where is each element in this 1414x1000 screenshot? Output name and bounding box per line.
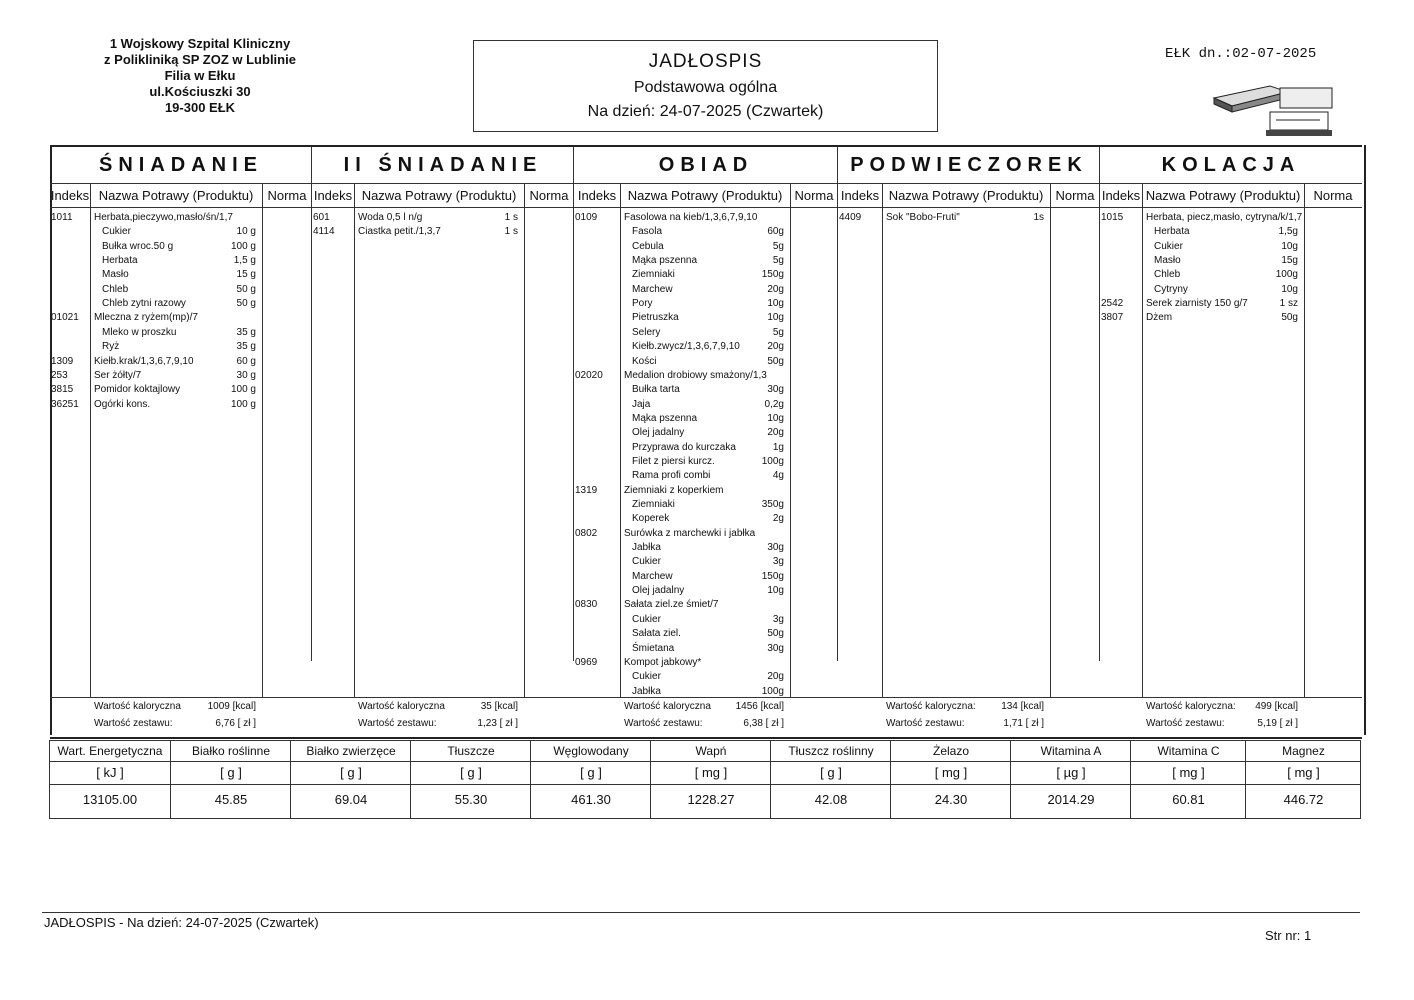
row-name: Marchew — [632, 570, 673, 582]
nutrient-column — [170, 741, 291, 818]
row-norm: 150g — [761, 570, 784, 582]
hospital-line: ul.Kościuszki 30 — [149, 84, 251, 99]
cost-label: Wartość zestawu: — [94, 718, 173, 729]
cost-value: 1,23 [ zł ] — [477, 718, 518, 729]
row-name: Herbata,pieczywo,masło/śn/1,7 — [94, 212, 233, 223]
nutrient-value: 45.85 — [214, 792, 248, 807]
nutrient-unit: [ mg ] — [1131, 762, 1246, 785]
row-name: Cytryny — [1154, 283, 1188, 295]
cost-value: 1,71 [ zł ] — [1003, 718, 1044, 729]
nutrient-label: Wapń — [651, 741, 771, 762]
nutrient-label: Witamina A — [1011, 741, 1131, 762]
nutrient-column — [650, 741, 771, 818]
row-name: Filet z piersi kurcz. — [632, 455, 715, 467]
col-norm-header: Norma — [1304, 185, 1362, 208]
row-index: 01021 — [51, 312, 79, 324]
nutrient-column — [290, 741, 411, 818]
kcal-label: Wartość kaloryczna — [358, 701, 445, 712]
nutrient-unit: [ mg ] — [891, 762, 1011, 785]
row-norm: 60 g — [236, 355, 256, 367]
menu-date: Na dzień: 24-07-2025 (Czwartek) — [587, 103, 824, 120]
row-norm: 5g — [772, 240, 784, 252]
row-norm: 100g — [761, 685, 784, 697]
row-name: Sałata ziel.ze śmiet/7 — [624, 599, 719, 611]
row-name: Ogórki kons. — [94, 398, 151, 410]
kcal-value: 35 [kcal] — [480, 701, 518, 712]
nutrient-label: Białko zwierzęce — [291, 741, 411, 762]
row-name: Kompot jabkowy* — [624, 656, 702, 668]
computer-book-icon — [1210, 78, 1350, 138]
row-index: 0109 — [575, 212, 598, 223]
row-norm: 100 g — [230, 384, 256, 396]
row-index: 02020 — [575, 369, 603, 381]
row-name: Olej jadalny — [632, 585, 685, 597]
row-norm: 10g — [767, 585, 784, 597]
row-name: Serek ziarnisty 150 g/7 — [1146, 298, 1248, 310]
row-name: Fasola — [632, 226, 663, 238]
nutrient-value: 13105.00 — [82, 792, 138, 807]
nutrient-column — [1010, 741, 1131, 818]
row-norm: 5g — [772, 255, 784, 267]
row-index: 1015 — [1101, 212, 1124, 223]
row-norm: 10g — [1281, 240, 1298, 252]
nutrient-column — [410, 741, 531, 818]
nutrient-column — [890, 741, 1011, 818]
row-norm: 1 sz — [1279, 298, 1298, 310]
row-name: Bułka wroc.50 g — [102, 240, 174, 252]
row-name: Rama profi combi — [632, 470, 711, 482]
row-name: Masło — [1154, 255, 1181, 267]
nutrient-column — [770, 741, 891, 818]
nutrient-unit: [ mg ] — [1246, 762, 1361, 785]
nutrient-label: Witamina C — [1131, 741, 1246, 762]
row-name: Pietruszka — [632, 312, 679, 324]
row-norm: 100g — [761, 455, 784, 467]
kcal-label: Wartość kaloryczna — [624, 701, 711, 712]
row-norm: 1s — [1033, 212, 1044, 223]
row-name: Ser żółty/7 — [94, 369, 142, 381]
col-norm-header: Norma — [790, 185, 838, 208]
row-norm: 30g — [767, 384, 784, 396]
row-norm: 3g — [772, 613, 784, 625]
row-norm: 1 s — [504, 226, 518, 238]
diet-type: Podstawowa ogólna — [633, 79, 778, 96]
cost-value: 6,76 [ zł ] — [215, 718, 256, 729]
row-name: Śmietana — [632, 642, 675, 654]
row-name: Herbata — [102, 255, 138, 267]
meal-title: ŚNIADANIE — [98, 154, 263, 176]
row-norm: 10g — [1281, 283, 1298, 295]
row-index: 0802 — [575, 527, 598, 539]
row-name: Mleczna z ryżem(mp)/7 — [94, 312, 198, 324]
row-name: Ziemniaki — [632, 269, 675, 281]
row-index: 1011 — [51, 212, 73, 223]
nutrient-label: Tłuszcz roślinny — [771, 741, 891, 762]
row-norm: 1 s — [504, 212, 518, 223]
hospital-line: 1 Wojskowy Szpital Kliniczny — [109, 36, 291, 51]
row-norm: 150g — [761, 269, 784, 281]
meal-section — [574, 145, 838, 739]
col-norm-header: Norma — [524, 185, 574, 208]
hospital-address — [40, 36, 360, 116]
row-name: Chleb — [1154, 269, 1181, 281]
row-norm: 20g — [767, 427, 784, 439]
nutrient-label: Magnez — [1246, 741, 1361, 762]
row-norm: 100g — [1275, 269, 1298, 281]
nutrition-table — [49, 740, 1361, 819]
kcal-value: 1456 [kcal] — [735, 701, 784, 712]
row-norm: 2g — [772, 513, 784, 525]
kcal-label: Wartość kaloryczna: — [1146, 701, 1236, 712]
title-box — [473, 40, 938, 132]
col-index-header: Indeks — [312, 185, 354, 208]
row-index: 36251 — [51, 398, 79, 410]
nutrient-column — [1130, 741, 1246, 818]
row-name: Jaja — [632, 398, 651, 410]
issue-date: EŁK dn.:02-07-2025 — [1165, 46, 1317, 62]
row-name: Cebula — [632, 240, 664, 252]
row-norm: 50 g — [236, 298, 256, 310]
row-name: Selery — [632, 326, 661, 338]
row-name: Przyprawa do kurczaka — [632, 441, 736, 453]
row-name: Bułka tarta — [632, 384, 680, 396]
col-name-header: Nazwa Potrawy (Produktu) — [620, 185, 790, 208]
row-norm: 5g — [772, 326, 784, 338]
row-index: 4114 — [313, 226, 335, 238]
cost-value: 6,38 [ zł ] — [743, 718, 784, 729]
row-norm: 50g — [767, 628, 784, 640]
row-norm: 15g — [1281, 255, 1298, 267]
row-name: Jabłka — [632, 685, 661, 697]
nutrient-value: 2014.29 — [1047, 792, 1095, 807]
kcal-label: Wartość kaloryczna: — [886, 701, 976, 712]
meal-section — [50, 145, 312, 739]
hospital-line: Filia w Ełku — [164, 68, 236, 83]
nutrient-unit: [ g ] — [171, 762, 291, 785]
nutrient-value: 1228.27 — [687, 792, 735, 807]
row-name: Herbata — [1154, 226, 1190, 238]
nutrient-unit: [ g ] — [411, 762, 531, 785]
row-norm: 10g — [767, 412, 784, 424]
row-norm: 100 g — [230, 398, 256, 410]
row-norm: 20g — [767, 283, 784, 295]
nutrient-column — [1245, 741, 1361, 818]
row-index: 2542 — [1101, 298, 1124, 310]
kcal-value: 1009 [kcal] — [207, 701, 256, 712]
meal-title: II ŚNIADANIE — [343, 154, 543, 176]
nutrient-unit: [ kJ ] — [50, 762, 170, 785]
row-norm: 50g — [1281, 312, 1298, 324]
row-name: Fasolowa na kieb/1,3,6,7,9,10 — [624, 212, 758, 223]
row-norm: 10 g — [236, 226, 256, 238]
row-name: Kiełb.krak/1,3,6,7,9,10 — [94, 355, 194, 367]
nutrient-unit: [ mg ] — [651, 762, 771, 785]
meal-title: OBIAD — [658, 154, 754, 176]
cost-value: 5,19 [ zł ] — [1257, 718, 1298, 729]
row-norm: 100 g — [230, 240, 256, 252]
nutrient-column — [530, 741, 651, 818]
nutrient-label: Białko roślinne — [171, 741, 291, 762]
meal-section — [1100, 145, 1362, 739]
row-norm: 0,2g — [764, 398, 784, 410]
row-index: 3807 — [1101, 312, 1124, 324]
nutrient-column — [50, 741, 170, 818]
nutrient-label: Węglowodany — [531, 741, 651, 762]
col-index-header: Indeks — [1100, 185, 1142, 208]
row-name: Jabłka — [632, 542, 661, 554]
row-name: Masło — [102, 269, 129, 281]
page-title: JADŁOSPIS — [648, 51, 763, 72]
hospital-line: 19-300 EŁK — [164, 100, 236, 115]
kcal-value: 499 [kcal] — [1255, 701, 1298, 712]
row-index: 4409 — [839, 212, 862, 223]
col-index-header: Indeks — [574, 185, 620, 208]
row-norm: 4g — [772, 470, 784, 482]
row-norm: 1g — [772, 441, 784, 453]
row-index: 3815 — [51, 384, 74, 396]
row-name: Kości — [632, 355, 657, 367]
row-name: Pomidor koktajlowy — [94, 384, 181, 396]
row-name: Mleko w proszku — [102, 326, 177, 338]
row-name: Cukier — [102, 226, 131, 238]
col-name-header: Nazwa Potrawy (Produktu) — [354, 185, 524, 208]
row-name: Ryż — [102, 341, 120, 353]
cost-label: Wartość zestawu: — [358, 718, 437, 729]
row-index: 1309 — [51, 355, 74, 367]
row-name: Marchew — [632, 283, 673, 295]
footer-text: JADŁOSPIS - Na dzień: 24-07-2025 (Czwartek) — [44, 915, 319, 930]
row-norm: 30 g — [236, 369, 256, 381]
footer-divider — [42, 912, 1360, 913]
row-norm: 35 g — [236, 341, 256, 353]
row-name: Pory — [632, 298, 653, 310]
nutrient-value: 446.72 — [1283, 792, 1324, 807]
row-name: Cukier — [632, 613, 661, 625]
row-name: Kiełb.zwycz/1,3,6,7,9,10 — [632, 341, 740, 353]
row-norm: 15 g — [236, 269, 256, 281]
row-name: Chleb zytni razowy — [102, 298, 186, 310]
row-norm: 1,5g — [1278, 226, 1298, 238]
row-norm: 20g — [767, 671, 784, 683]
nutrient-label: Tłuszcze — [411, 741, 531, 762]
row-norm: 30g — [767, 642, 784, 654]
nutrient-value: 60.81 — [1172, 792, 1205, 807]
col-index-header: Indeks — [838, 185, 882, 208]
row-name: Cukier — [632, 671, 661, 683]
col-name-header: Nazwa Potrawy (Produktu) — [1142, 185, 1304, 208]
nutrient-value: 461.30 — [571, 792, 611, 807]
row-name: Woda 0,5 l n/g — [358, 212, 423, 223]
row-norm: 10g — [767, 298, 784, 310]
nutrient-value: 24.30 — [934, 792, 968, 807]
row-norm: 30g — [767, 542, 784, 554]
nutrient-unit: [ g ] — [291, 762, 411, 785]
row-name: Ziemniaki z koperkiem — [624, 484, 724, 496]
row-name: Ziemniaki — [632, 499, 675, 510]
row-norm: 1,5 g — [233, 255, 256, 267]
nutrient-value: 42.08 — [814, 792, 848, 807]
row-index: 601 — [313, 212, 330, 223]
cost-label: Wartość zestawu: — [886, 718, 965, 729]
row-norm: 10g — [767, 312, 784, 324]
meal-section — [312, 145, 574, 739]
row-name: Sok "Bobo-Fruti" — [886, 212, 960, 223]
nutrient-unit: [ g ] — [771, 762, 891, 785]
page-number: Str nr: 1 — [1265, 928, 1312, 943]
row-name: Cukier — [1154, 240, 1183, 252]
row-norm: 350g — [761, 499, 784, 510]
row-name: Cukier — [632, 556, 661, 568]
col-norm-header: Norma — [1050, 185, 1100, 208]
row-name: Ciastka petit./1,3,7 — [358, 226, 441, 238]
row-name: Surówka z marchewki i jabłka — [624, 527, 756, 539]
row-name: Dżem — [1146, 312, 1173, 324]
nutrient-value: 69.04 — [334, 792, 368, 807]
nutrient-unit: [ g ] — [531, 762, 651, 785]
meal-title: PODWIECZOREK — [850, 154, 1088, 176]
row-norm: 50 g — [236, 283, 256, 295]
row-name: Chleb — [102, 283, 129, 295]
row-name: Medalion drobiowy smażony/1,3 — [624, 369, 767, 381]
col-name-header: Nazwa Potrawy (Produktu) — [90, 185, 262, 208]
row-index: 0969 — [575, 656, 598, 668]
kcal-label: Wartość kaloryczna — [94, 701, 181, 712]
row-index: 253 — [51, 369, 68, 381]
kcal-value: 134 [kcal] — [1001, 701, 1044, 712]
row-norm: 60g — [767, 226, 784, 238]
nutrient-unit: [ µg ] — [1011, 762, 1131, 785]
row-norm: 50g — [767, 355, 784, 367]
nutrient-value: 55.30 — [454, 792, 488, 807]
cost-label: Wartość zestawu: — [624, 718, 703, 729]
nutrient-label: Wart. Energetyczna — [50, 741, 170, 762]
hospital-line: z Polikliniką SP ZOZ w Lublinie — [104, 52, 296, 67]
row-name: Mąka pszenna — [632, 255, 698, 267]
row-norm: 20g — [767, 341, 784, 353]
row-name: Sałata ziel. — [632, 628, 681, 640]
row-index: 1319 — [575, 484, 598, 496]
row-name: Koperek — [632, 513, 670, 525]
nutrient-label: Żelazo — [891, 741, 1011, 762]
col-name-header: Nazwa Potrawy (Produktu) — [882, 185, 1050, 208]
col-index-header: Indeks — [50, 185, 90, 208]
meal-section — [838, 145, 1100, 739]
row-name: Herbata, piecz,masło, cytryna/k/1,7 — [1146, 212, 1303, 223]
row-norm: 35 g — [236, 326, 256, 338]
col-norm-header: Norma — [262, 185, 312, 208]
row-name: Olej jadalny — [632, 427, 685, 439]
row-norm: 3g — [772, 556, 784, 568]
meal-title: KOLACJA — [1161, 154, 1301, 176]
cost-label: Wartość zestawu: — [1146, 718, 1225, 729]
row-name: Mąka pszenna — [632, 412, 698, 424]
row-index: 0830 — [575, 599, 598, 611]
